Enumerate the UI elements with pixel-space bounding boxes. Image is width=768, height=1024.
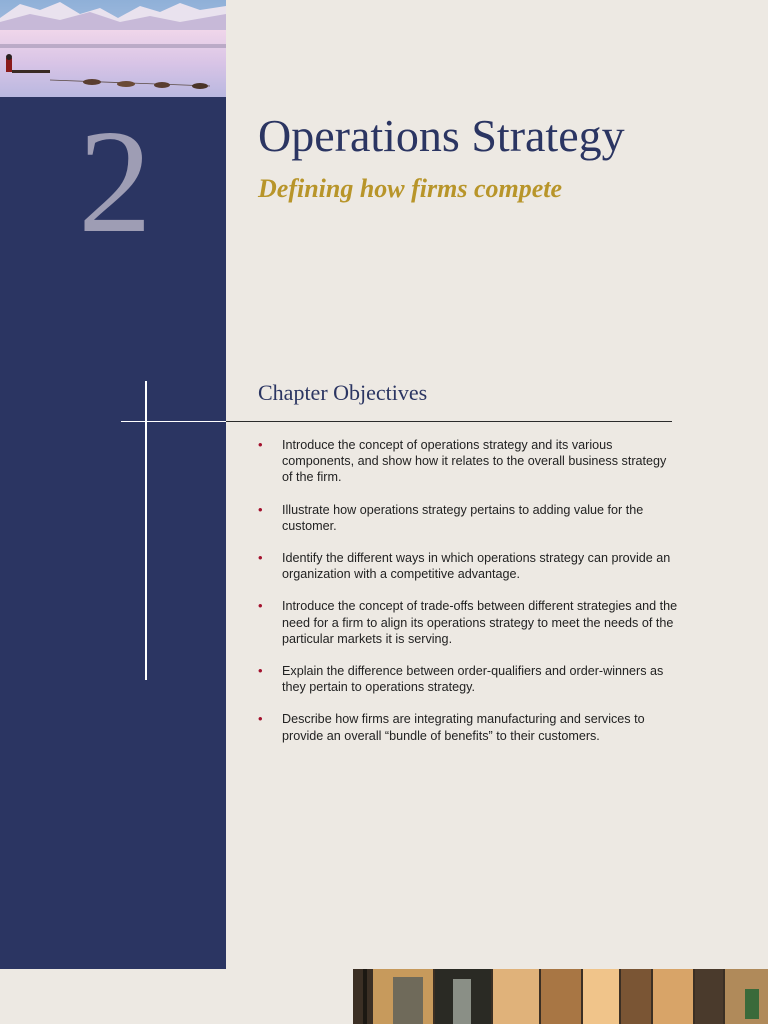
objective-text: Explain the difference between order-qualifiers and order-winners as they pertain to operations strategy. xyxy=(282,664,664,695)
horizontal-rule-right xyxy=(226,421,672,422)
objective-item xyxy=(258,550,678,582)
bullet-icon: • xyxy=(258,501,263,517)
bullet-icon: • xyxy=(258,550,263,566)
objectives-heading: Chapter Objectives xyxy=(258,380,428,405)
objective-text: Describe how firms are integrating manufacturing and services to provide an overall “bundle of benefits” to their customers. xyxy=(282,712,645,743)
chapter-subtitle: Defining how firms compete xyxy=(258,174,563,203)
dog-sled-photo xyxy=(0,0,226,97)
objective-text: Identify the different ways in which operations strategy can provide an organization with a competitive advantage. xyxy=(282,551,671,582)
chapter-title: Operations Strategy xyxy=(258,110,625,161)
horizontal-rule-left xyxy=(121,421,226,422)
objective-item xyxy=(258,663,678,695)
bullet-icon: • xyxy=(258,663,263,679)
objective-item xyxy=(258,437,678,486)
chapter-number: 2 xyxy=(78,100,152,264)
objective-text: Introduce the concept of trade-offs between different strategies and the need for a firm to align its operations strategy to meet the needs of the particular markets it is serving. xyxy=(282,599,678,646)
objective-item xyxy=(258,598,678,647)
objective-item xyxy=(258,502,678,534)
industrial-photo-strip xyxy=(353,969,768,1024)
objective-item xyxy=(258,711,678,743)
vertical-rule xyxy=(145,381,147,680)
objective-text: Illustrate how operations strategy pertains to adding value for the customer. xyxy=(282,502,644,533)
objective-text: Introduce the concept of operations strategy and its various components, and show how it relates to the overall business strategy of the firm. xyxy=(282,438,667,485)
objectives-list xyxy=(258,437,678,760)
bullet-icon: • xyxy=(258,598,263,614)
bullet-icon: • xyxy=(258,437,263,452)
bullet-icon: • xyxy=(258,711,263,727)
